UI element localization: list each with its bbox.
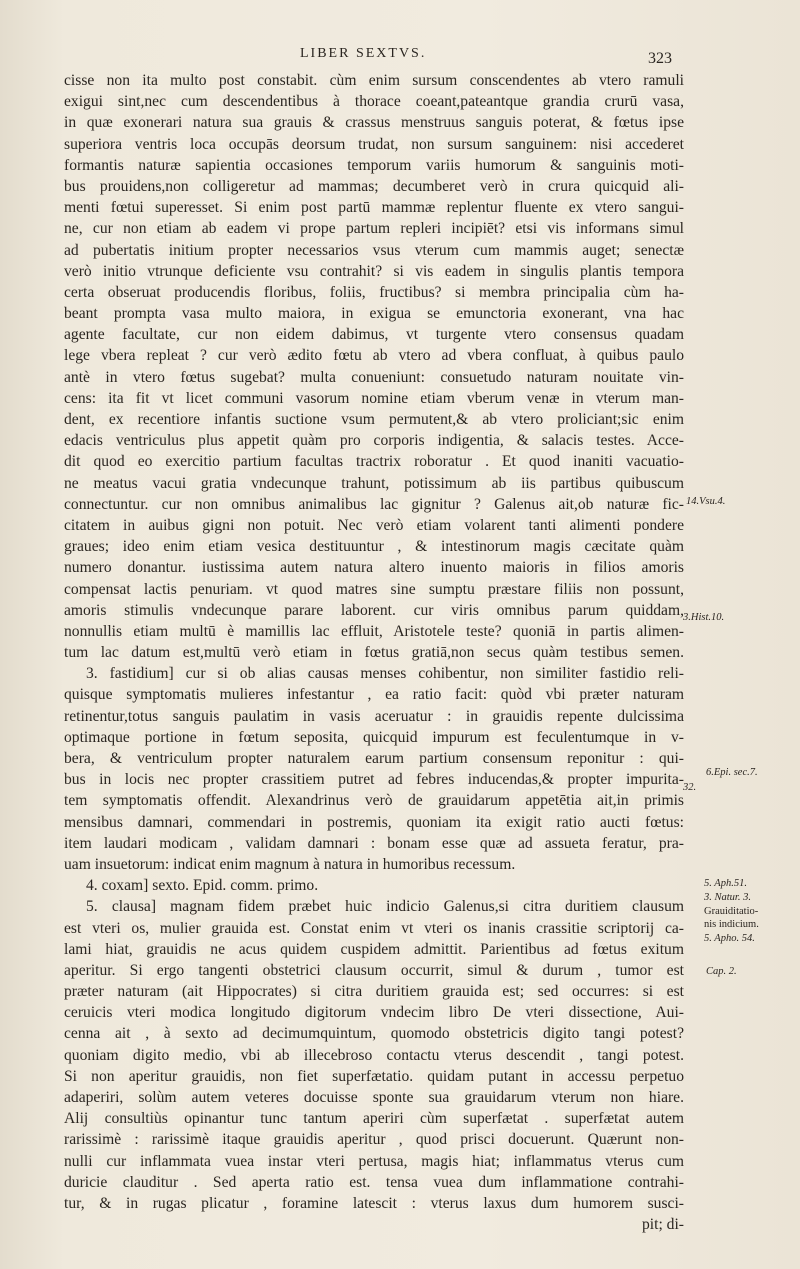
margin-note: 3. Natur. 3.	[704, 892, 751, 903]
text-line: bus prouidens,non colligeretur ad mammas; decumberet verò in crura quicquid ali-	[64, 177, 684, 195]
text-line: numero donantur. iustissima autem natura altero inuento maioris in filios amoris	[64, 559, 684, 577]
text-line: ne meatus vacui gratia vndecunque trahunt, potissimum ab iis partibus quibuscum	[64, 474, 684, 492]
margin-note: 5. Apho. 54.	[704, 933, 755, 944]
margin-note: Grauiditatio-	[704, 906, 759, 917]
text-line: antè in vtero fœtus sugebat? multa conueniunt: consuetudo naturam nouitate vin-	[64, 368, 684, 386]
text-line: cisse non ita multo post constabit. cùm enim sursum conscendentes ab vtero ramuli	[64, 72, 684, 89]
text-line: cens: ita fit vt licet communi vasorum nomine etiam vberum venæ in vterum man-	[64, 389, 684, 407]
text-line: citatem in auibus gigni non potuit. Nec verò etiam volarent tanti alimenti pondere	[64, 516, 684, 534]
text-line: præter naturam (ait Hippocrates) si citra duritiem grauida est; sed occurres: si est	[64, 983, 684, 1001]
text-line: agente facultate, cur non eidem dabimus, vt turgente vtero consensus quadam	[64, 326, 684, 344]
text-line: in quæ exonerari natura sua grauis & crassus menstruus sanguis poterat, & fœtus ipse	[64, 114, 684, 132]
text-line: adaperiri, solùm autem veteres docuisse sponte sua grauidarum vterum non hiare.	[64, 1089, 684, 1106]
text-line: Alij consultiùs opinantur tunc tantum aperiri cùm superfætat . superfætat autem	[64, 1110, 684, 1128]
text-line: ceruicis vteri modica longitudo digitorum vndecim libro De vteri dissectione, Aui-	[64, 1004, 684, 1022]
text-line: uam insuetorum: indicat enim magnum à natura in humoribus recessum.	[64, 855, 516, 873]
text-line: graues; ideo enim etiam vesica destituuntur , & intestinorum magis cæcitate quàm	[64, 538, 684, 556]
page-number: 323	[648, 50, 672, 67]
text-line: beant prompta vasa multo maiora, in exigua se emunctoria exonerant, vna hac	[64, 305, 684, 323]
text-line: quoniam digito medio, vbi ab illecebroso contactu vterus descendit , tangi potest.	[64, 1046, 684, 1064]
text-line: edacis ventriculus plus appetit quàm pro corporis indigentia, & salacis testes. Acce-	[64, 432, 684, 450]
text-line: cenna ait , à sexto ad decimumquintum, quomodo obstetricis digito tangi potest?	[64, 1025, 684, 1043]
body-text	[64, 70, 684, 1235]
text-line: lege vbera repleat ? cur verò ædito fœtu ab vtero ad vbera confluat, à quibus paulo	[64, 347, 684, 365]
text-line: nulli cur inflammata vuea instar vteri pertusa, magis hiat; inflammatus vterus cum	[64, 1152, 684, 1170]
text-line: ne, cur non etiam ab eadem vi prope partum repleri incipiēt? etsi vis informans simul	[64, 220, 684, 238]
margin-note: nis indicium.	[704, 919, 759, 930]
margin-note: 32.	[683, 782, 697, 793]
text-line: tur, & in rugas plicatur , foramine latescit : vterus laxus dum humorem susci-	[64, 1194, 684, 1212]
text-line: nonnullis etiam multū è mamillis lac effluit, Aristotele teste? quoniā in partis alimen-	[64, 622, 684, 640]
margin-note: 5. Aph.51.	[704, 878, 747, 889]
text-line: optimaque portione in fœtum seposita, quicquid impurum est feculentumque in v-	[64, 728, 684, 746]
text-line: amoris stimulis vndecunque parare laborent. cur viris omnibus parum quiddam,	[64, 601, 684, 619]
text-line: est vteri os, mulier grauida est. Constat enim vt vteri os inanis crassitie scriptorij ca-	[64, 919, 684, 937]
text-line: retinentur,totus sanguis paulatim in vasis aceruatur : in grauidis repente dulcissima	[64, 707, 684, 725]
text-line: lami hiat, grauidis ne acus quidem cuspidem admittit. Parientibus ad fœtus exitum	[64, 940, 684, 958]
margin-note: 3.Hist.10.	[683, 612, 725, 623]
text-line: mensibus damnari, commendari in postremis, quoniam ita exigit ratio aucti fœtus:	[64, 813, 684, 831]
text-line: tem symptomatis offendit. Alexandrinus verò de grauidarum appetētia ait,in primis	[64, 792, 684, 810]
margin-note: Cap. 2.	[706, 966, 737, 977]
text-line: tum lac datum est,multū verò etiam in fœtus gratiā,non secus quàm testibus semen.	[64, 644, 684, 662]
text-line: dent, ex recentiore infantis suctione vsum permutent,& ab vtero proliciant;sic enim	[64, 411, 684, 428]
text-line: compensat lactis penuriam. vt quod matres sine sumptu præstare filiis non possunt,	[64, 580, 684, 598]
text-line: exigui sint,nec cum descendentibus à thorace coeant,pateantque grandia crurū vasa,	[64, 93, 684, 111]
text-line: bus in locis nec propter crassitiem putret ad febres inducendas,& propter impurita-	[64, 771, 684, 789]
text-line: quisque symptomatis mulieres infestantur , ea ratio facit: quòd vbi præter naturam	[64, 686, 684, 704]
text-line: superiora ventris loca occupās deorsum trudat, non sursum sanguinem: nisi accederet	[64, 135, 684, 153]
text-line: verò initio vtrunque deficiente vsu contrahit? si vis eadem in singulis plantis tempora	[64, 262, 684, 280]
text-line-section-3: 3. fastidium] cur si ob alias causas menses cohibentur, non similiter fastidio reli-	[86, 665, 684, 683]
margin-note: 6.Epi. sec.7.	[706, 767, 758, 778]
text-line: Si non aperitur grauidis, non fiet superfætatio. quidam putant in accessu perpetuo	[64, 1067, 684, 1085]
running-head: LIBER SEXTVS.	[300, 46, 427, 61]
text-line: item laudari modicam , validam damnari : bonam esse quæ ad assueta feratur, pra-	[64, 834, 684, 852]
text-line: aperitur. Si ergo tangenti obstetrici clausum occurrit, simul & durum , tumor est	[64, 961, 684, 979]
text-line: certa obseruat producendis floribus, foliis, fructibus? si membra principalia cùm ha-	[64, 283, 684, 301]
text-line: ad pubertatis initium propter necessarios vsus vterum cum mammis auget; senectæ	[64, 241, 684, 259]
text-line: formantis naturæ sapientia occasiones temporum variis humorum & sanguinis moti-	[64, 156, 684, 174]
text-line: bera, & ventriculum propter naturalem earum partium consensum reponitur : qui-	[64, 750, 684, 767]
margin-note: 14.Vsu.4.	[686, 496, 726, 507]
text-line: duricie clauditur . Sed aperta ratio est. tensa vuea dum inflammatione contrahi-	[64, 1173, 684, 1191]
text-line-catchword: pit; di-	[641, 1216, 684, 1234]
text-line-section-4: 4. coxam] sexto. Epid. comm. primo.	[86, 877, 319, 895]
text-line: rarissimè : rarissimè itaque grauidis aperitur , quod prisci docuerunt. Quærunt non-	[64, 1131, 684, 1149]
text-line: menti fœtui superesset. Si enim post partū mammæ replentur fluente ex vtero sangui-	[64, 199, 684, 217]
text-line-section-5: 5. clausa] magnam fidem præbet huic indicio Galenus,si citra duritiem clausum	[86, 898, 684, 916]
text-line: connectuntur. cur non omnibus animalibus lac gignitur ? Galenus ait,ob naturæ fic-	[64, 495, 684, 513]
text-line: dit quod eo exercitio partium facultas tractrix roboratur . Et quod inaniti vacuatio-	[64, 453, 684, 471]
